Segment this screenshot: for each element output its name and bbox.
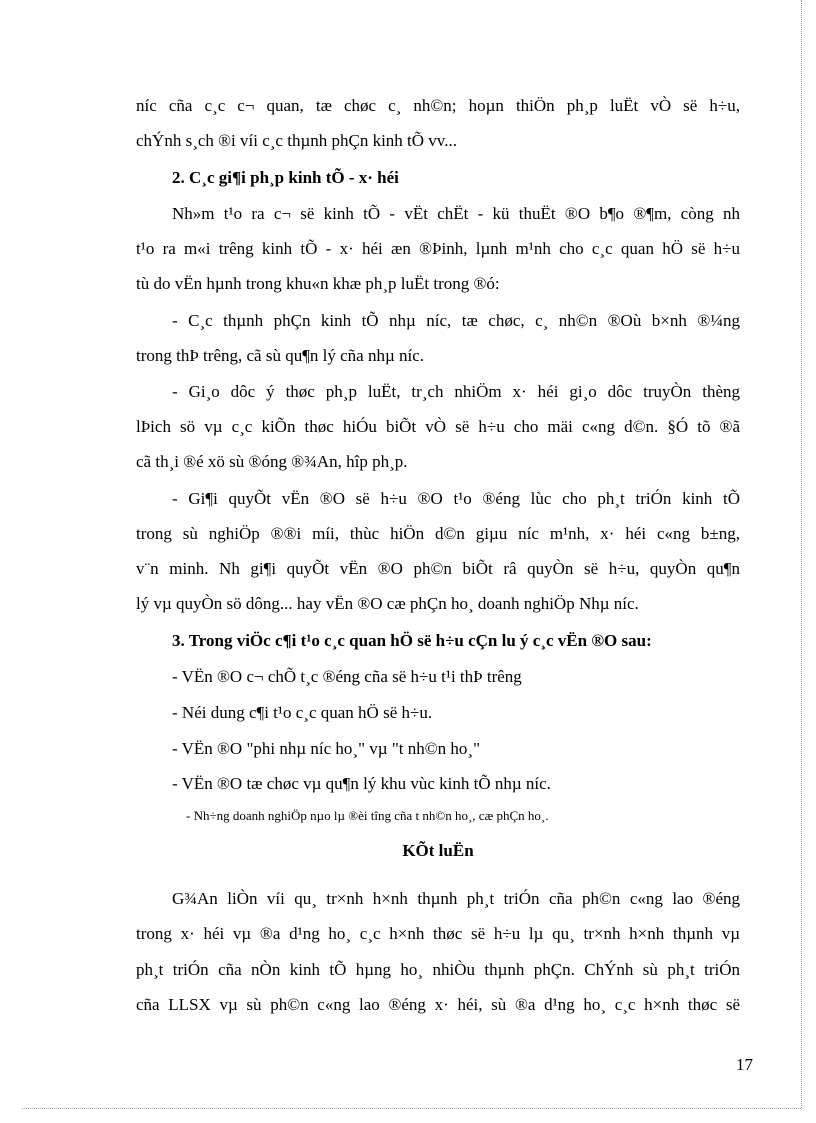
- bullet-line-3: - Gi¶i quyÕt vËn ®O së h÷u ®O t¹o ®éng lùc cho ph¸t triÓn kinh tÕ: [172, 489, 740, 508]
- section-heading-2: 2. C¸c gi¶i ph¸p kinh tÕ - x· héi: [172, 168, 399, 187]
- text-line-1: níc cña c¸c c¬ quan, tæ chøc c¸ nh©n; hoµn thiÖn ph¸p luËt vÒ së h÷u,: [136, 96, 740, 115]
- bullet-line-3d: lý vµ quyÒn sö dông... hay vËn ®O cæ phÇn ho¸ doanh nghiÖp Nhµ níc.: [136, 594, 639, 613]
- bottom-margin-rule: [22, 1108, 801, 1109]
- conclusion-line-2: trong x· héi vµ ®a d¹ng ho¸ c¸c h×nh thøc së h÷u lµ qu¸ tr×nh h×nh thµnh vµ: [136, 924, 740, 943]
- bullet-line-2: - Gi¸o dôc ý thøc ph¸p luËt, tr¸ch nhiÖm x· héi gi¸o dôc truyÒn thèng: [172, 382, 740, 401]
- right-margin-rule: [801, 0, 802, 1108]
- list-item-2: - Néi dung c¶i t¹o c¸c quan hÖ së h÷u.: [172, 703, 433, 722]
- conclusion-heading: KÕt luËn: [402, 841, 474, 860]
- list-item-5: - Nh÷ng doanh nghiÖp nµo lµ ®èi tîng cña t nh©n ho¸, cæ phÇn ho¸.: [186, 808, 549, 823]
- text-line-3: Nh»m t¹o ra c¬ së kinh tÕ - vËt chËt - kü thuËt ®O b¶o ®¶m, còng nh: [172, 204, 740, 223]
- page-number: 17: [736, 1055, 753, 1074]
- bullet-line-2c: cã th¸i ®é xö sù ®óng ®¾An, hîp ph¸p.: [136, 452, 408, 471]
- text-line-4: t¹o ra m«i trêng kinh tÕ - x· héi æn ®Þinh, lµnh m¹nh cho c¸c quan hÖ së h÷u: [136, 239, 740, 258]
- bullet-line-1b: trong thÞ trêng, cã sù qu¶n lý cña nhµ níc.: [136, 346, 425, 365]
- bullet-line-2b: lÞich sö vµ c¸c kiÕn thøc hiÓu biÕt vÒ së h÷u cho mäi c«ng d©n. §Ó tõ ®ã: [136, 417, 740, 436]
- list-item-4: - VËn ®O tæ chøc vµ qu¶n lý khu vùc kinh tÕ nhµ níc.: [172, 774, 551, 793]
- text-line-5: tù do vËn hµnh trong khu«n khæ ph¸p luËt trong ®ó:: [136, 274, 500, 293]
- conclusion-line-4: cña LLSX vµ sù ph©n c«ng lao ®éng x· héi, sù ®a d¹ng ho¸ c¸c h×nh thøc së: [136, 995, 740, 1014]
- text-line-2: chÝnh s¸ch ®i víi c¸c thµnh phÇn kinh tÕ vv...: [136, 131, 457, 150]
- bullet-line-3c: v¨n minh. Nh gi¶i quyÕt vËn ®O ph©n biÕt râ quyÒn së h÷u, quyÒn qu¶n: [136, 559, 740, 578]
- list-item-3: - VËn ®O "phi nhµ níc ho¸" vµ "t nh©n ho¸": [172, 739, 481, 758]
- bullet-line-3b: trong sù nghiÖp ®®i míi, thùc hiÖn d©n giµu níc m¹nh, x· héi c«ng b±ng,: [136, 524, 740, 543]
- bullet-line-1: - C¸c thµnh phÇn kinh tÕ nhµ níc, tæ chøc, c¸ nh©n ®Où b×nh ®¼ng: [172, 311, 740, 330]
- section-heading-3: 3. Trong viÖc c¶i t¹o c¸c quan hÖ së h÷u cÇn lu ý c¸c vËn ®O sau:: [172, 631, 652, 650]
- conclusion-line-3: ph¸t triÓn cña nÒn kinh tÕ hµng ho¸ nhiÒu thµnh phÇn. ChÝnh sù ph¸t triÓn: [136, 960, 740, 979]
- list-item-1: - VËn ®O c¬ chÕ t¸c ®éng cña së h÷u t¹i thÞ trêng: [172, 667, 522, 686]
- conclusion-line-1: G¾An liÒn víi qu¸ tr×nh h×nh thµnh ph¸t triÓn cña ph©n c«ng lao ®éng: [172, 889, 740, 908]
